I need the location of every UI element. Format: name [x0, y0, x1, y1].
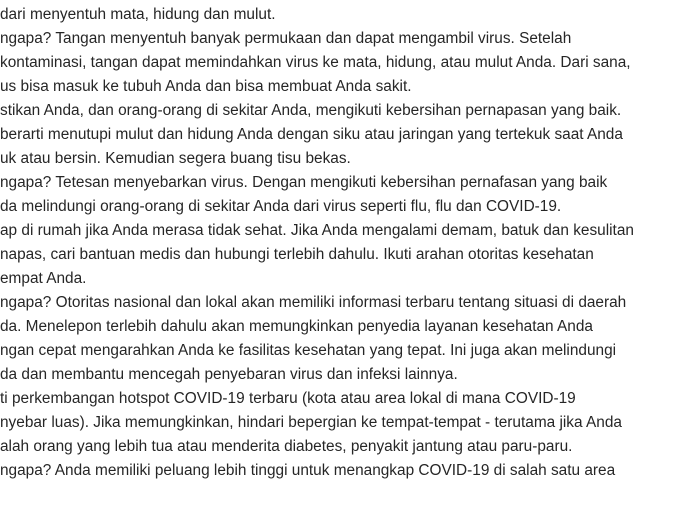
text-line: ngapa? Otoritas nasional dan lokal akan memiliki informasi terbaru tentang situasi di daerah: [0, 294, 627, 311]
text-line: ngan cepat mengarahkan Anda ke fasilitas kesehatan yang tepat. Ini juga akan melindungi: [0, 342, 617, 359]
text-line: dari menyentuh mata, hidung dan mulut.: [0, 6, 276, 23]
text-line: ap di rumah jika Anda merasa tidak sehat. Jika Anda mengalami demam, batuk dan kesulitan: [0, 222, 634, 239]
text-line: nyebar luas). Jika memungkinkan, hindari bepergian ke tempat-tempat - terutama jika Anda: [0, 414, 622, 431]
text-line: stikan Anda, dan orang-orang di sekitar Anda, mengikuti kebersihan pernapasan yang baik.: [0, 102, 622, 119]
text-line: kontaminasi, tangan dapat memindahkan virus ke mata, hidung, atau mulut Anda. Dari sana,: [0, 54, 631, 71]
text-line: uk atau bersin. Kemudian segera buang tisu bekas.: [0, 150, 351, 167]
text-line: da. Menelepon terlebih dahulu akan memungkinkan penyedia layanan kesehatan Anda: [0, 318, 593, 335]
text-line: us bisa masuk ke tubuh Anda dan bisa membuat Anda sakit.: [0, 78, 412, 95]
text-line: empat Anda.: [0, 270, 87, 287]
document-body: [0, 3, 678, 483]
text-line: alah orang yang lebih tua atau menderita diabetes, penyakit jantung atau paru-paru.: [0, 438, 573, 455]
text-line: ngapa? Anda memiliki peluang lebih tinggi untuk menangkap COVID-19 di salah satu area: [0, 462, 616, 479]
text-line: berarti menutupi mulut dan hidung Anda dengan siku atau jaringan yang tertekuk saat Anda: [0, 126, 623, 143]
text-line: da melindungi orang-orang di sekitar Anda dari virus seperti flu, flu dan COVID-19.: [0, 198, 562, 215]
text-line: ngapa? Tangan menyentuh banyak permukaan dan dapat mengambil virus. Setelah: [0, 30, 572, 47]
text-line: ti perkembangan hotspot COVID-19 terbaru (kota atau area lokal di mana COVID-19: [0, 390, 576, 407]
text-line: napas, cari bantuan medis dan hubungi terlebih dahulu. Ikuti arahan otoritas kesehatan: [0, 246, 594, 263]
text-line: da dan membantu mencegah penyebaran virus dan infeksi lainnya.: [0, 366, 458, 383]
text-line: ngapa? Tetesan menyebarkan virus. Dengan mengikuti kebersihan pernafasan yang baik: [0, 174, 608, 191]
